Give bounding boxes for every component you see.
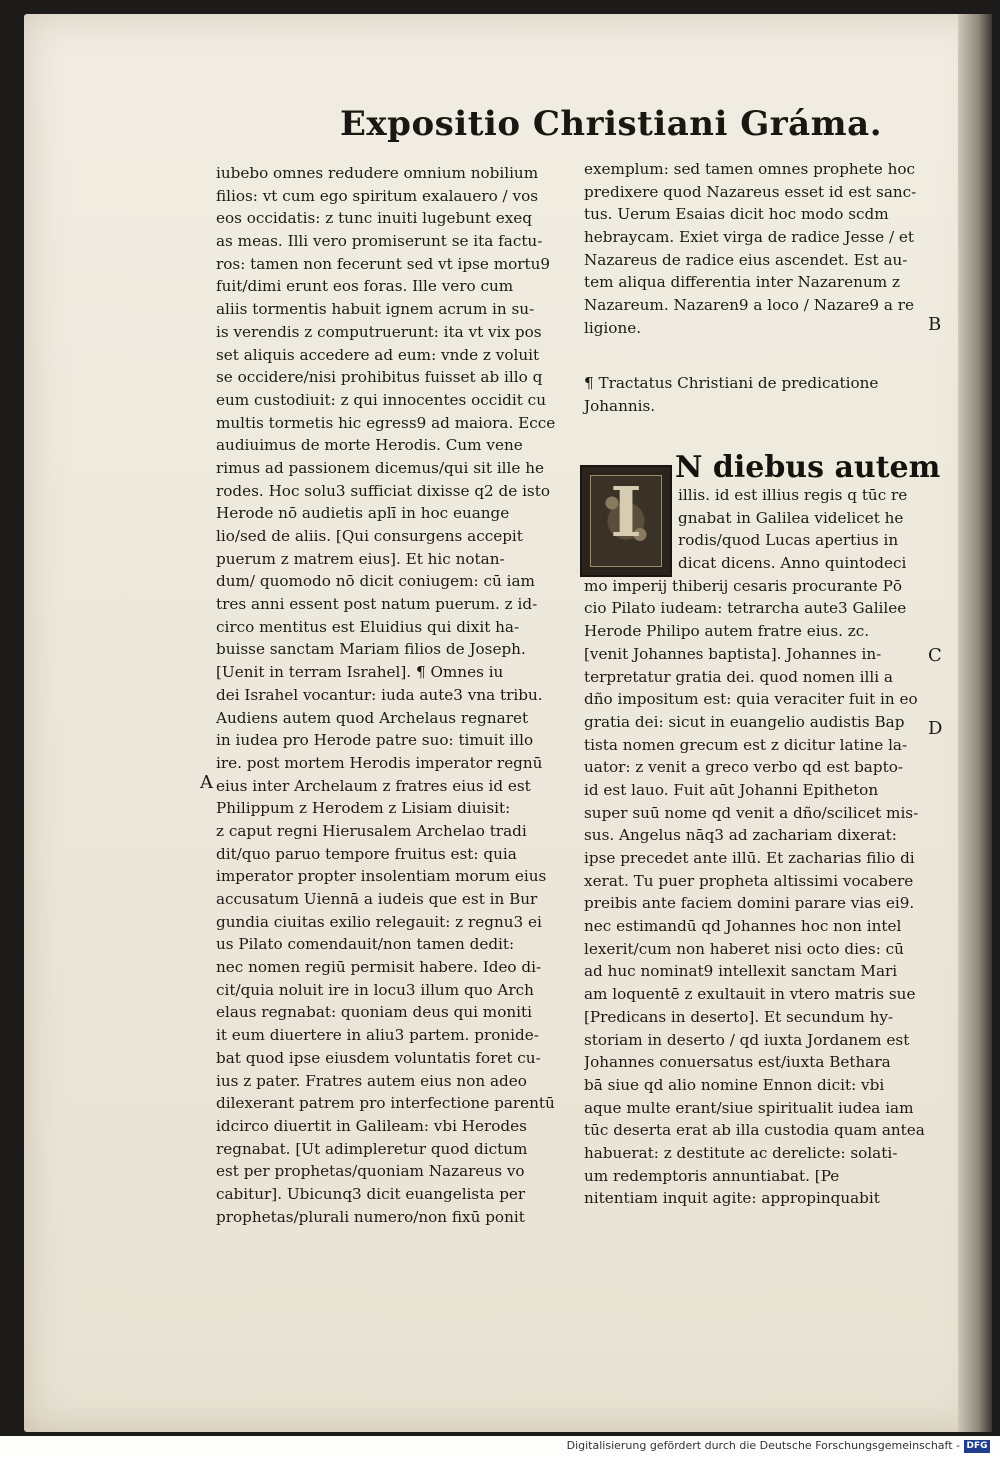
- text-line: as meas. Illi vero promiserunt se ita factu-: [216, 232, 543, 251]
- text-line: nitentiam inquit agite: appropinquabit: [584, 1189, 880, 1208]
- text-line: is verendis z computruerunt: ita vt vix pos: [216, 322, 542, 341]
- text-line: tista nomen grecum est z dicitur latine la-: [584, 735, 908, 754]
- footer-credit: Digitalisierung gefördert durch die Deutsche Forschungsgemeinschaft -: [566, 1439, 960, 1452]
- text-line: Nazareus de radice eius ascendet. Est au-: [584, 250, 908, 269]
- text-line: Philippum z Herodem z Lisiam diuisit:: [216, 799, 511, 818]
- text-line: exemplum: sed tamen omnes prophete hoc: [584, 160, 916, 178]
- text-line: cabitur]. Ubicunq3 dicit euangelista per: [216, 1184, 526, 1203]
- text-line: puerum z matrem eius]. Et hic notan-: [216, 549, 505, 568]
- incipit-heading: N diebus autem: [675, 450, 941, 485]
- text-line: ius z pater. Fratres autem eius non adeo: [216, 1071, 527, 1090]
- text-line: rodes. Hoc solu3 sufficiat dixisse q2 de isto: [216, 481, 550, 500]
- text-line: nec nomen regiū permisit habere. Ideo di-: [216, 958, 542, 977]
- text-line: nec estimandū qd Johannes hoc non intel: [584, 917, 902, 936]
- margin-note-b: B: [928, 314, 942, 335]
- text-line: ire. post mortem Herodis imperator regnū: [216, 753, 543, 772]
- text-line: in iudea pro Herode patre suo: timuit illo: [216, 731, 534, 750]
- text-line: cio Pilato iudeam: tetrarcha aute3 Galilee: [584, 599, 907, 618]
- text-line: est per prophetas/quoniam Nazareus vo: [216, 1162, 525, 1181]
- text-line: Nazareum. Nazaren9 a loco / Nazare9 a re: [584, 296, 914, 315]
- text-line: gratia dei: sicut in euangelio audistis Bap: [584, 712, 905, 731]
- text-line: eius inter Archelaum z fratres eius id est: [216, 776, 531, 795]
- text-line: ipse precedet ante illū. Et zacharias filio di: [584, 849, 915, 867]
- text-line: Herode nō audietis aplī in hoc euange: [216, 504, 510, 523]
- right-text-column-top: [584, 158, 929, 340]
- left-text-column: [216, 162, 568, 1228]
- text-line: id est lauo. Fuit aūt Johanni Epitheton: [584, 780, 879, 799]
- text-line: ligione.: [584, 318, 642, 337]
- text-line: it eum diuertere in aliu3 partem. pronide-: [216, 1026, 539, 1045]
- margin-note-c: C: [928, 645, 942, 666]
- text-line: buisse sanctam Mariam filios de Joseph.: [216, 640, 526, 659]
- text-line: gundia ciuitas exilio relegauit: z regnu3 ei: [216, 912, 542, 931]
- text-line: super suū nome qd venit a dño/scilicet mis-: [584, 803, 919, 822]
- text-line: tem aliqua differentia inter Nazarenum z: [584, 273, 900, 292]
- text-line: set aliquis accedere ad eum: vnde z voluit: [216, 345, 540, 364]
- text-line: elaus regnabat: quoniam deus qui moniti: [216, 1003, 532, 1022]
- dfg-logo: DFG: [964, 1440, 990, 1453]
- initial-letter: I: [610, 473, 642, 553]
- text-line: gnabat in Galilea videlicet he: [678, 508, 904, 527]
- text-line: idcirco diuertit in Galileam: vbi Herodes: [216, 1116, 527, 1135]
- text-line: us Pilato comendauit/non tamen dedit:: [216, 935, 515, 954]
- text-line: storiam in deserto / qd iuxta Jordanem est: [584, 1030, 910, 1049]
- text-line: accusatum Uiennā a iudeis que est in Bur: [216, 890, 538, 908]
- text-line: lexerit/cum non haberet nisi octo dies: cū: [584, 939, 904, 958]
- text-line: eos occidatis: z tunc inuiti lugebunt exeq: [216, 209, 532, 228]
- text-line: predixere quod Nazareus esset id est sanc-: [584, 182, 917, 201]
- text-line: dilexerant patrem pro interfectione parentū: [216, 1094, 555, 1113]
- text-line: Johannes conuersatus est/iuxta Bethara: [584, 1053, 891, 1072]
- text-line: habuerat: z destitute ac derelicte: solati-: [584, 1143, 898, 1162]
- text-line: tres anni essent post natum puerum. z id-: [216, 595, 538, 614]
- text-line: dum/ quomodo nō dicit coniugem: cū iam: [216, 572, 535, 591]
- text-line: um redemptoris annuntiabat. [Pe: [584, 1166, 840, 1185]
- right-text-column-body: [584, 484, 929, 1210]
- text-line: fuit/dimi erunt eos foras. Ille vero cum: [216, 277, 514, 296]
- text-line: bā siue qd alio nomine Ennon dicit: vbi: [584, 1075, 885, 1094]
- text-line: se occidere/nisi prohibitus fuisset ab illo q: [216, 368, 543, 387]
- text-line: xerat. Tu puer propheta altissimi vocabere: [584, 871, 914, 890]
- text-line: dicat dicens. Anno quintodeci: [678, 554, 907, 573]
- text-line: am loquentē z exultauit in vtero matris sue: [584, 985, 916, 1004]
- text-line: iubebo omnes redudere omnium nobilium: [216, 164, 539, 182]
- text-line: regnabat. [Ut adimpleretur quod dictum: [216, 1139, 528, 1158]
- page-title: Expositio Christiani Gráma.: [340, 104, 883, 144]
- text-line: aque multe erant/siue spiritualit iudea iam: [584, 1098, 914, 1117]
- book-spine: [958, 14, 992, 1432]
- text-line: z caput regni Hierusalem Archelao tradi: [216, 821, 527, 840]
- text-line: imperator propter insolentiam morum eius: [216, 867, 547, 886]
- text-line: hebraycam. Exiet virga de radice Jesse / et: [584, 228, 915, 247]
- text-line: tus. Uerum Esaias dicit hoc modo scdm: [584, 205, 889, 224]
- text-line: dit/quo paruo tempore fruitus est: quia: [216, 844, 517, 863]
- text-line: preibis ante faciem domini parare vias ei9.: [584, 894, 915, 913]
- text-line: rimus ad passionem dicemus/qui sit ille he: [216, 458, 544, 477]
- text-line: ¶ Tractatus Christiani de predicatione: [584, 374, 879, 392]
- text-line: Johannis.: [584, 396, 656, 415]
- text-line: uator: z venit a greco verbo qd est bapto-: [584, 758, 903, 777]
- text-line: eum custodiuit: z qui innocentes occidit cu: [216, 390, 546, 409]
- text-line: lio/sed de aliis. [Qui consurgens accepit: [216, 527, 523, 545]
- text-line: cit/quia noluit ire in locu3 illum quo Arch: [216, 980, 534, 999]
- text-line: Audiens autem quod Archelaus regnaret: [216, 708, 529, 727]
- text-line: ros: tamen non fecerunt sed vt ipse mortu9: [216, 254, 551, 273]
- text-line: filios: vt cum ego spiritum exalauero / vos: [216, 186, 539, 205]
- text-line: audiuimus de morte Herodis. Cum vene: [216, 436, 523, 455]
- text-line: [venit Johannes baptista]. Johannes in-: [584, 644, 882, 663]
- text-line: dei Israhel vocantur: iuda aute3 vna tribu.: [216, 685, 543, 704]
- text-line: terpretatur gratia dei. quod nomen illi a: [584, 667, 893, 686]
- text-line: illis. id est illius regis q tūc re: [678, 486, 908, 504]
- text-line: circo mentitus est Eluidius qui dixit ha-: [216, 617, 520, 636]
- text-line: [Uenit in terram Israhel]. ¶ Omnes iu: [216, 663, 504, 682]
- text-line: Herode Philipo autem fratre eius. zc.: [584, 622, 870, 641]
- margin-note-a: A: [200, 772, 213, 793]
- margin-note-d: D: [928, 718, 943, 739]
- text-line: mo imperij thiberij cesaris procurante Pō: [584, 576, 902, 595]
- text-line: tūc deserta erat ab illa custodia quam antea: [584, 1121, 925, 1140]
- text-line: ad huc nominat9 intellexit sanctam Mari: [584, 962, 898, 981]
- text-line: prophetas/plurali numero/non fixū ponit: [216, 1207, 525, 1226]
- text-line: [Predicans in deserto]. Et secundum hy-: [584, 1007, 894, 1026]
- text-line: multis tormetis hic egress9 ad maiora. Ecce: [216, 413, 556, 432]
- text-line: aliis tormentis habuit ignem acrum in su-: [216, 300, 535, 319]
- text-line: sus. Angelus nāq3 ad zachariam dixerat:: [584, 826, 897, 845]
- text-line: rodis/quod Lucas apertius in: [678, 531, 899, 550]
- text-line: bat quod ipse eiusdem voluntatis foret cu-: [216, 1048, 541, 1067]
- text-line: dño impositum est: quia veraciter fuit in eo: [584, 690, 918, 709]
- section-rubric: [584, 372, 929, 417]
